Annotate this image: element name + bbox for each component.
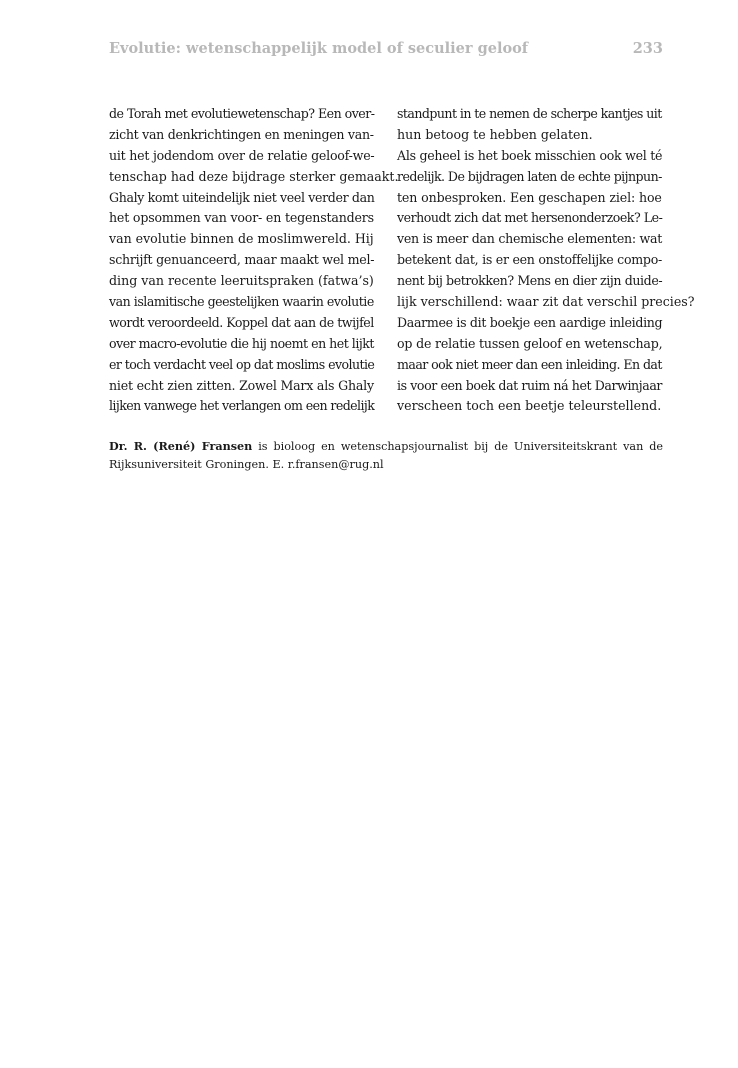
- page-number: 233: [632, 40, 663, 57]
- text-line: van islamitische geestelijken waarin evolutie: [109, 294, 374, 310]
- right-column: [397, 104, 695, 417]
- text-line: Daarmee is dit boekje een aardige inleiding: [397, 314, 663, 330]
- text-line: verscheen toch een beetje teleurstellend.: [397, 398, 662, 414]
- text-line: zicht van denkrichtingen en meningen van-: [109, 126, 374, 142]
- text-line: hun betoog te hebben gelaten.: [397, 126, 593, 142]
- text-line: ven is meer dan chemische elementen: wat: [397, 231, 663, 247]
- text-line: wordt veroordeeld. Koppel dat aan de twijfel: [109, 314, 374, 330]
- left-column: [109, 104, 399, 417]
- text-line: Ghaly komt uiteindelijk niet veel verder dan: [109, 189, 375, 205]
- text-line: standpunt in te nemen de scherpe kantjes uit: [397, 106, 662, 121]
- text-line: lijken vanwege het verlangen om een redelijk: [109, 398, 375, 414]
- text-line: maar ook niet meer dan een inleiding. En dat: [397, 356, 662, 372]
- text-line: het opsommen van voor- en tegenstanders: [109, 210, 374, 226]
- text-line: ten onbesproken. Een geschapen ziel: hoe: [397, 189, 662, 205]
- text-line: lijk verschillend: waar zit dat verschil precies?: [397, 294, 695, 310]
- text-line: de Torah met evolutiewetenschap? Een over-: [109, 106, 375, 121]
- author-name: Dr. R. (René) Fransen: [109, 439, 253, 453]
- text-line: niet echt zien zitten. Zowel Marx als Ghaly: [109, 377, 374, 393]
- text-line: verhoudt zich dat met hersenonderzoek? Le-: [397, 210, 663, 226]
- text-line: is voor een boek dat ruim ná het Darwinjaar: [397, 377, 663, 393]
- author-byline: [109, 438, 663, 473]
- text-line: schrijft genuanceerd, maar maakt wel mel-: [109, 252, 375, 268]
- text-line: er toch verdacht veel op dat moslims evolutie: [109, 356, 375, 372]
- text-line: op de relatie tussen geloof en wetenschap,: [397, 335, 663, 351]
- text-line: nent bij betrokken? Mens en dier zijn duide-: [397, 273, 663, 289]
- running-head: [109, 40, 663, 62]
- running-head-title: Evolutie: wetenschappelijk model of seculier geloof: [109, 40, 529, 57]
- text-line: Als geheel is het boek misschien ook wel té: [397, 147, 663, 163]
- text-line: over macro-evolutie die hij noemt en het lijkt: [109, 335, 374, 351]
- text-line: betekent dat, is er een onstoffelijke compo-: [397, 252, 663, 268]
- text-line: uit het jodendom over de relatie geloof-we-: [109, 147, 375, 163]
- text-line: redelijk. De bijdragen laten de echte pijnpun-: [397, 168, 662, 184]
- text-line: van evolutie binnen de moslimwereld. Hij: [109, 231, 374, 247]
- text-line: ding van recente leeruitspraken (fatwa’s): [109, 273, 374, 289]
- author-bio: is bioloog en wetenschapsjournalist bij de Universiteitskrant van de Rijksuniversiteit Groningen. E. r.fransen@rug.nl: [109, 440, 663, 471]
- text-line: tenschap had deze bijdrage sterker gemaakt.: [109, 168, 399, 184]
